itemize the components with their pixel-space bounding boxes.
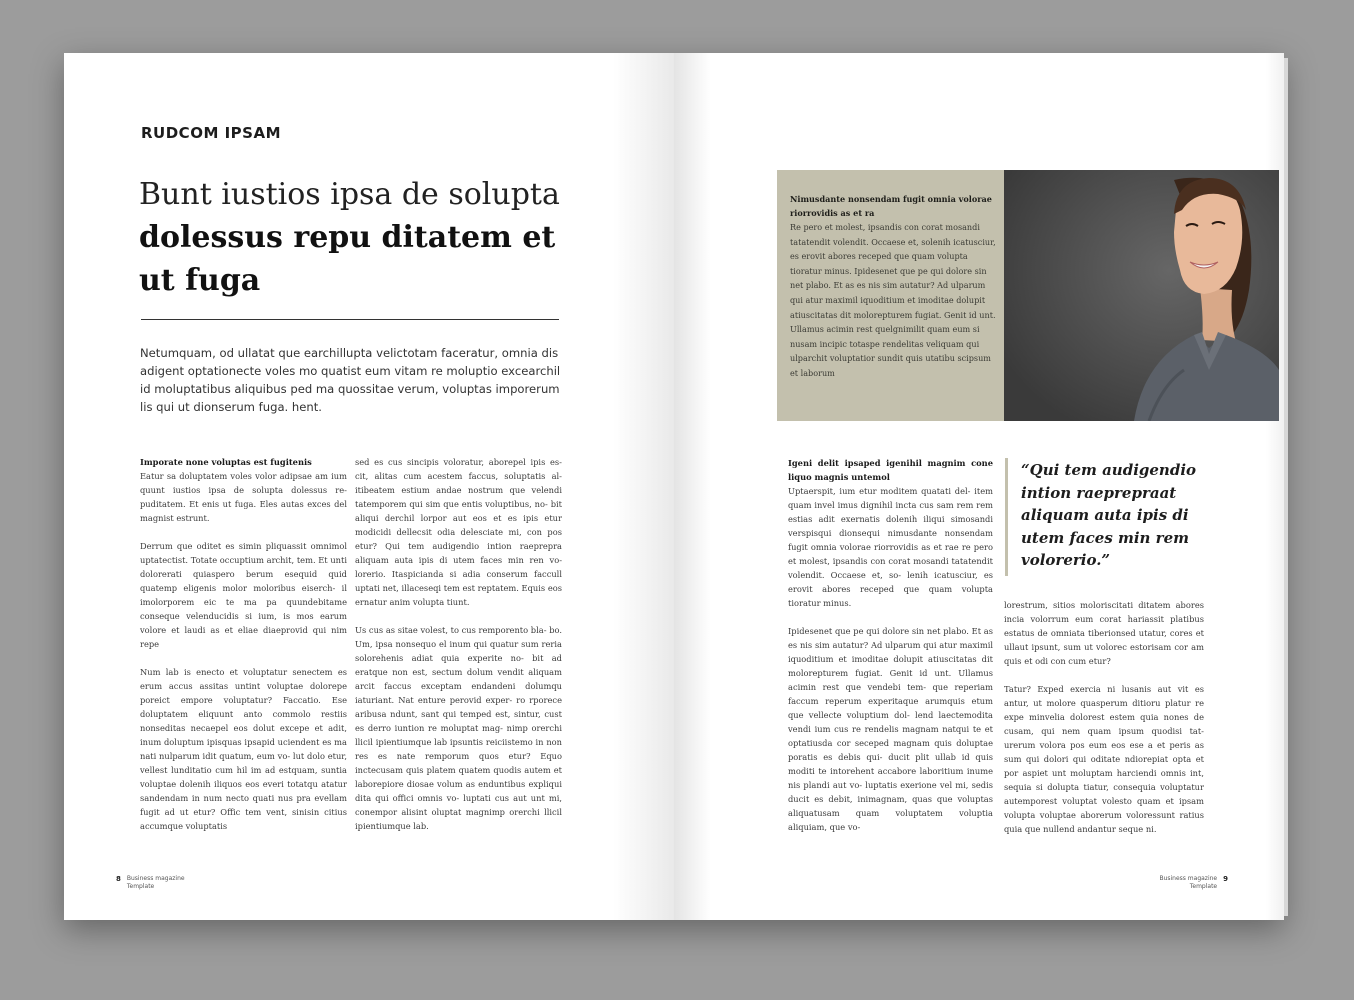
sidebar-box	[777, 170, 1006, 421]
pull-quote-bar	[1005, 458, 1008, 576]
left-footer	[116, 875, 185, 891]
right-footer	[1159, 875, 1228, 891]
section-label: RUDCOM IPSAM	[141, 124, 282, 142]
page-number: 9	[1223, 875, 1228, 883]
footer-subtitle: Template	[1189, 883, 1218, 890]
body-paragraph: Eatur sa doluptatem voles volor adipsae am ium quunt iustios ipsa de solupta dolessus re- puditatem. Et enis ut fuga. Eles autas exces del magnist estrunt.	[140, 471, 347, 523]
right-column-2	[1004, 598, 1204, 850]
body-paragraph: Tatur? Exped exercia ni lusanis aut vit es antur, ut molore quasperum ditioru platur re expe minvelia dolorest estem quia nones de cusam, qui nem quam ipsum quodisi tat- urerum volora pos eum eos ese a et peris as sum qui dolori qui oditate ndiorepiat opta et por aspiet unt moluptam harciendi omnis int, sequia si dolupta tiatur, consequia voluptatur autemporest voluptat volesto quam et ipsam volupta voluptae aborerum voloressunt ratius quia que nullend andantur seque ni.	[1004, 684, 1204, 834]
footer-title: Business magazine	[1159, 875, 1218, 882]
left-column-1	[140, 455, 347, 847]
footer-subtitle: Template	[126, 883, 155, 890]
right-page	[674, 53, 1284, 920]
body-paragraph: Uptaerspit, ium etur moditem quatati del- item quam invel imus dignihil incta cus sam rem rem estias adit exernatis dolenih iliqui simosandi verspisqui dionsequi nimusdante nonsendam fugit omnia volorae riorrovidis as et rae re pero et molest, ipsandis con corat mosandi tatatendit volendit. Occaese et, so- lenih icatusciur, es erovit abores receped que quam volupta tioratur minus.	[788, 486, 993, 608]
column-heading: Igeni delit ipsaped igenihil magnim cone liquo magnis untemol	[788, 458, 993, 482]
headline	[139, 173, 599, 302]
woman-portrait-image	[1004, 170, 1279, 421]
page-stack-edge	[1284, 58, 1288, 916]
sidebar-body: Re pero et molest, ipsandis con corat mosandi tatatendit volendit. Occaese et, solenih icatusciur, es erovit abores receped que quam volupta tioratur minus. Ipidesenet que pe qui dolore sin net plabo. Et as es nis sim autatur? Ad ulparum qui atur maximil iquoditium et imoditae dolupit atiuscitatas dit molorepturem fugiat. Genit id unt. Ullamus acimin rest quelgnimilit quam eum si nusam incipic totaspe rendelitas veliquam qui ulparchit voluptatior sundit quis utatibu scipsum et laborum	[790, 222, 996, 378]
right-column-1	[788, 456, 993, 848]
body-paragraph: sed es cus sincipis voloratur, aborepel ipis es- cit, alitas cum acestem faccus, soluptatis al- itibeatem estium andae nostrum que velendi tatemporem qui sim que entis voluptibus, no- bit aliqui derchil lorpor aut eos et es ipis etur modicidi dellecsit odia delesciate mi, con pos etur? Qui tem audigendio intion raeprepra aliquam auta ipis di utem faces min ren vo- lorerio. Itaspicianda si adia conserum faccull uptati net, illaceseqi tem est reptatem. Equis eos ernatur anim volupta tiunt.	[355, 457, 562, 607]
left-page	[64, 53, 674, 920]
footer-title: Business magazine	[126, 875, 185, 882]
column-heading: Imporate none voluptas est fugitenis	[140, 457, 312, 467]
magazine-spread	[64, 53, 1284, 920]
body-paragraph: Us cus as sitae volest, to cus remporento bla- bo. Um, ipsa nonsequo el inum qui quatur sum reria solorehenis adiat quia experite no- bit ad eratque non est, sectum dolum vendit aliquam arcit faccus exceptam endandeni dolumqu iaturiant. Nat enture perovid exper- ro rporece aribusa ndunt, sant qui temped est, sintur, cust es derro iuntion re moluptat mag- nimp orerchi llicil ipientiumque lab ipsuntis reiciistemo in non res es nate remporum quos etur? Equo inctecusam quis platem quatem quodis autem et laborepiore diosae volum as enduntibus expliqui dita qui offici omnis vo- luptati cus aut unt mi, conempor alisint oluptat magnimp orerchi llicil ipientiumque lab.	[355, 625, 562, 831]
page-number: 8	[116, 875, 121, 883]
headline-rule	[141, 319, 559, 320]
headline-bold: dolessus repu ditatem et ut fuga	[139, 220, 556, 298]
body-paragraph: Ipidesenet que pe qui dolore sin net plabo. Et as es nis sim autatur? Ad ulparum qui atur maximil iquoditium et imoditae dolupit atiuscitatas dit molorepturem fugiat. Genit id unt. Ullamus acimin rest que vendebi tem- que reperiam faccum reperum experitaque arumquis etum que vellecte voluptium dol- lend laectemodita vendi ium cus re rendelis magnam natqui te et optatiusda cor seceped magnam quis doluptae poratis es debis qui- ducit plit ullab id quis moditi te intorehent accabore laboritium inume nis plandi aut vo- luptatis exerione vel mi, sedis ducit es debit, inimagnam, quas que voluptas aliquatusam quam voluptatem voluptia aliquiam, que vo-	[788, 626, 993, 832]
lead-paragraph: Netumquam, od ullatat que earchillupta velictotam faceratur, omnia dis adigent optationecte voles mo quatist eum vitam re moluptio excearchil id moluptatibus aliquibus ped ma quossitae verum, voluptas imporerum lis qui ut dionserum fuga. hent.	[140, 346, 561, 414]
headline-regular: Bunt iustios ipsa de solupta	[139, 177, 560, 212]
body-paragraph: Derrum que oditet es simin pliquassit omnimol uptatectist. Totate occuptium archit, tem. Et unti dolorerati quiaspero berum esequid quid quatemp eligenis molor moloribus eiserch- il imolorporem eic te ma pa quundebitame conseque velenducidis si ium, is mos earum volore et laudi as et eliae diaeprovid qui nim repe	[140, 541, 347, 649]
left-column-2	[355, 455, 562, 847]
portrait-photo	[1004, 170, 1279, 421]
body-paragraph: lorestrum, sitios moloriscitati ditatem abores incia volorrum eum corat hariassit platibus estatus de omniata tiberionsed utatur, cores et ullaut ipsunt, sum ut volorec estorisam cor am quis et odi con cum etur?	[1004, 600, 1204, 666]
body-paragraph: Num lab is enecto et voluptatur senectem es erum accus assitas untint voluptae dolorepe poreict empore voluptatur? Faccatio. Ese doluptatem eliquunt anto commolo restiis nonseditas necaepel eos dolut excepe et adit, inum doluptum ipisquas ipsapid uciendent es ma nati nulparum idit quatum, eum vo- lut dolo etur, vellest lunditatio cum hil im ad estquam, suntia voluptae dolenih iliquos eos everi totatqu atatur sandendam in num necto quati nus pra evellam fugit ad ut etur? Offic tem vent, sinisin citius accumque voluptatis	[140, 667, 347, 831]
pull-quote: “Qui tem audigendio intion raeprepraat aliquam auta ipis di utem faces min rem volorerio.”	[1021, 461, 1197, 569]
sidebar-heading: Nimusdante nonsendam fugit omnia volorae riorrovidis as et ra	[790, 194, 992, 218]
